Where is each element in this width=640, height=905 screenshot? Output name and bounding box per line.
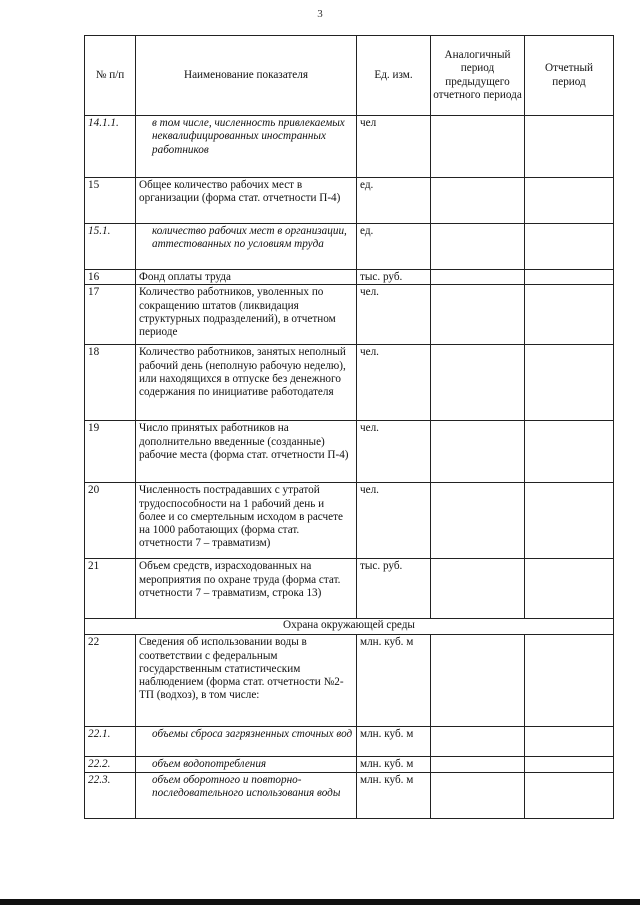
unit-cell: млн. куб. м [357, 727, 431, 757]
previous-period-value-cell [431, 635, 525, 727]
unit-cell: чел. [357, 285, 431, 345]
unit-cell: чел. [357, 345, 431, 421]
table-row [85, 559, 614, 619]
unit-cell: чел. [357, 421, 431, 483]
current-period-value-cell [525, 772, 614, 818]
indicator-name-cell: Количество работников, уволенных по сокращению штатов (ликвидация структурных подразделений), в отчетном периоде [136, 285, 357, 345]
row-number-cell: 16 [85, 270, 136, 285]
row-number-cell: 14.1.1. [85, 116, 136, 178]
previous-period-value-cell [431, 178, 525, 224]
current-period-value-cell [525, 483, 614, 559]
previous-period-value-cell [431, 285, 525, 345]
table-row [85, 178, 614, 224]
indicator-name-cell: Число принятых работников на дополнительно введенные (созданные) рабочие места (форма стат. отчетности П-4) [136, 421, 357, 483]
table-row [85, 285, 614, 345]
table-row [85, 270, 614, 285]
table-row [85, 483, 614, 559]
current-period-value-cell [525, 559, 614, 619]
table-row [85, 727, 614, 757]
previous-period-value-cell [431, 727, 525, 757]
current-period-value-cell [525, 224, 614, 270]
current-period-value-cell [525, 635, 614, 727]
table-row [85, 345, 614, 421]
unit-cell: млн. куб. м [357, 757, 431, 772]
previous-period-value-cell [431, 772, 525, 818]
indicators-table [84, 35, 614, 819]
indicator-name-cell: Фонд оплаты труда [136, 270, 357, 285]
previous-period-value-cell [431, 345, 525, 421]
row-number-cell: 20 [85, 483, 136, 559]
header-previous-period: Аналогичный период предыдущего отчетного периода [431, 36, 525, 116]
previous-period-value-cell [431, 559, 525, 619]
unit-cell: млн. куб. м [357, 772, 431, 818]
indicator-name-cell: Сведения об использовании воды в соответствии с федеральным государственным статистическим наблюдением (форма стат. отчетности №2-ТП (водхоз), в том числе: [136, 635, 357, 727]
indicator-name-cell: Количество работников, занятых неполный рабочий день (неполную рабочую неделю), или находящихся в отпуске без денежного содержания по инициативе работодателя [136, 345, 357, 421]
unit-cell: тыс. руб. [357, 559, 431, 619]
current-period-value-cell [525, 116, 614, 178]
row-number-cell: 15.1. [85, 224, 136, 270]
previous-period-value-cell [431, 483, 525, 559]
table-row [85, 116, 614, 178]
previous-period-value-cell [431, 757, 525, 772]
indicator-name-cell: объем оборотного и повторно-последовательного использования воды [136, 772, 357, 818]
previous-period-value-cell [431, 116, 525, 178]
unit-cell: чел [357, 116, 431, 178]
row-number-cell: 22 [85, 635, 136, 727]
indicator-name-cell: объем водопотребления [136, 757, 357, 772]
indicator-name-cell: в том числе, численность привлекаемых неквалифицированных иностранных работников [136, 116, 357, 178]
indicator-name-cell: Численность пострадавших с утратой трудоспособности на 1 рабочий день и более и со смертельным исходом в расчете на 1000 работающих (форма стат. отчетности 7 – травматизм) [136, 483, 357, 559]
row-number-cell: 22.2. [85, 757, 136, 772]
current-period-value-cell [525, 178, 614, 224]
unit-cell: млн. куб. м [357, 635, 431, 727]
unit-cell: ед. [357, 224, 431, 270]
current-period-value-cell [525, 285, 614, 345]
unit-cell: чел. [357, 483, 431, 559]
page-bottom-border [0, 899, 640, 905]
row-number-cell: 17 [85, 285, 136, 345]
current-period-value-cell [525, 727, 614, 757]
row-number-cell: 18 [85, 345, 136, 421]
table-row [85, 421, 614, 483]
table-body [85, 116, 614, 819]
row-number-cell: 15 [85, 178, 136, 224]
page-number: 3 [317, 8, 323, 20]
current-period-value-cell [525, 270, 614, 285]
indicator-name-cell: Общее количество рабочих мест в организации (форма стат. отчетности П-4) [136, 178, 357, 224]
row-number-cell: 22.1. [85, 727, 136, 757]
indicator-name-cell: Объем средств, израсходованных на мероприятия по охране труда (форма стат. отчетности 7 – травматизм, строка 13) [136, 559, 357, 619]
indicator-name-cell: количество рабочих мест в организации, аттестованных по условиям труда [136, 224, 357, 270]
indicator-name-cell: объемы сброса загрязненных сточных вод [136, 727, 357, 757]
current-period-value-cell [525, 345, 614, 421]
row-number-cell: 19 [85, 421, 136, 483]
current-period-value-cell [525, 757, 614, 772]
table-header-row [85, 36, 614, 116]
section-title: Охрана окружающей среды [85, 619, 614, 635]
unit-cell: тыс. руб. [357, 270, 431, 285]
header-unit: Ед. изм. [357, 36, 431, 116]
row-number-cell: 22.3. [85, 772, 136, 818]
previous-period-value-cell [431, 421, 525, 483]
row-number-cell: 21 [85, 559, 136, 619]
current-period-value-cell [525, 421, 614, 483]
previous-period-value-cell [431, 224, 525, 270]
header-current-period: Отчетный период [525, 36, 614, 116]
unit-cell: ед. [357, 178, 431, 224]
table-row [85, 757, 614, 772]
table-row [85, 635, 614, 727]
header-indicator-name: Наименование показателя [136, 36, 357, 116]
previous-period-value-cell [431, 270, 525, 285]
section-row [85, 619, 614, 635]
header-number: № п/п [85, 36, 136, 116]
table-row [85, 772, 614, 818]
table-row [85, 224, 614, 270]
